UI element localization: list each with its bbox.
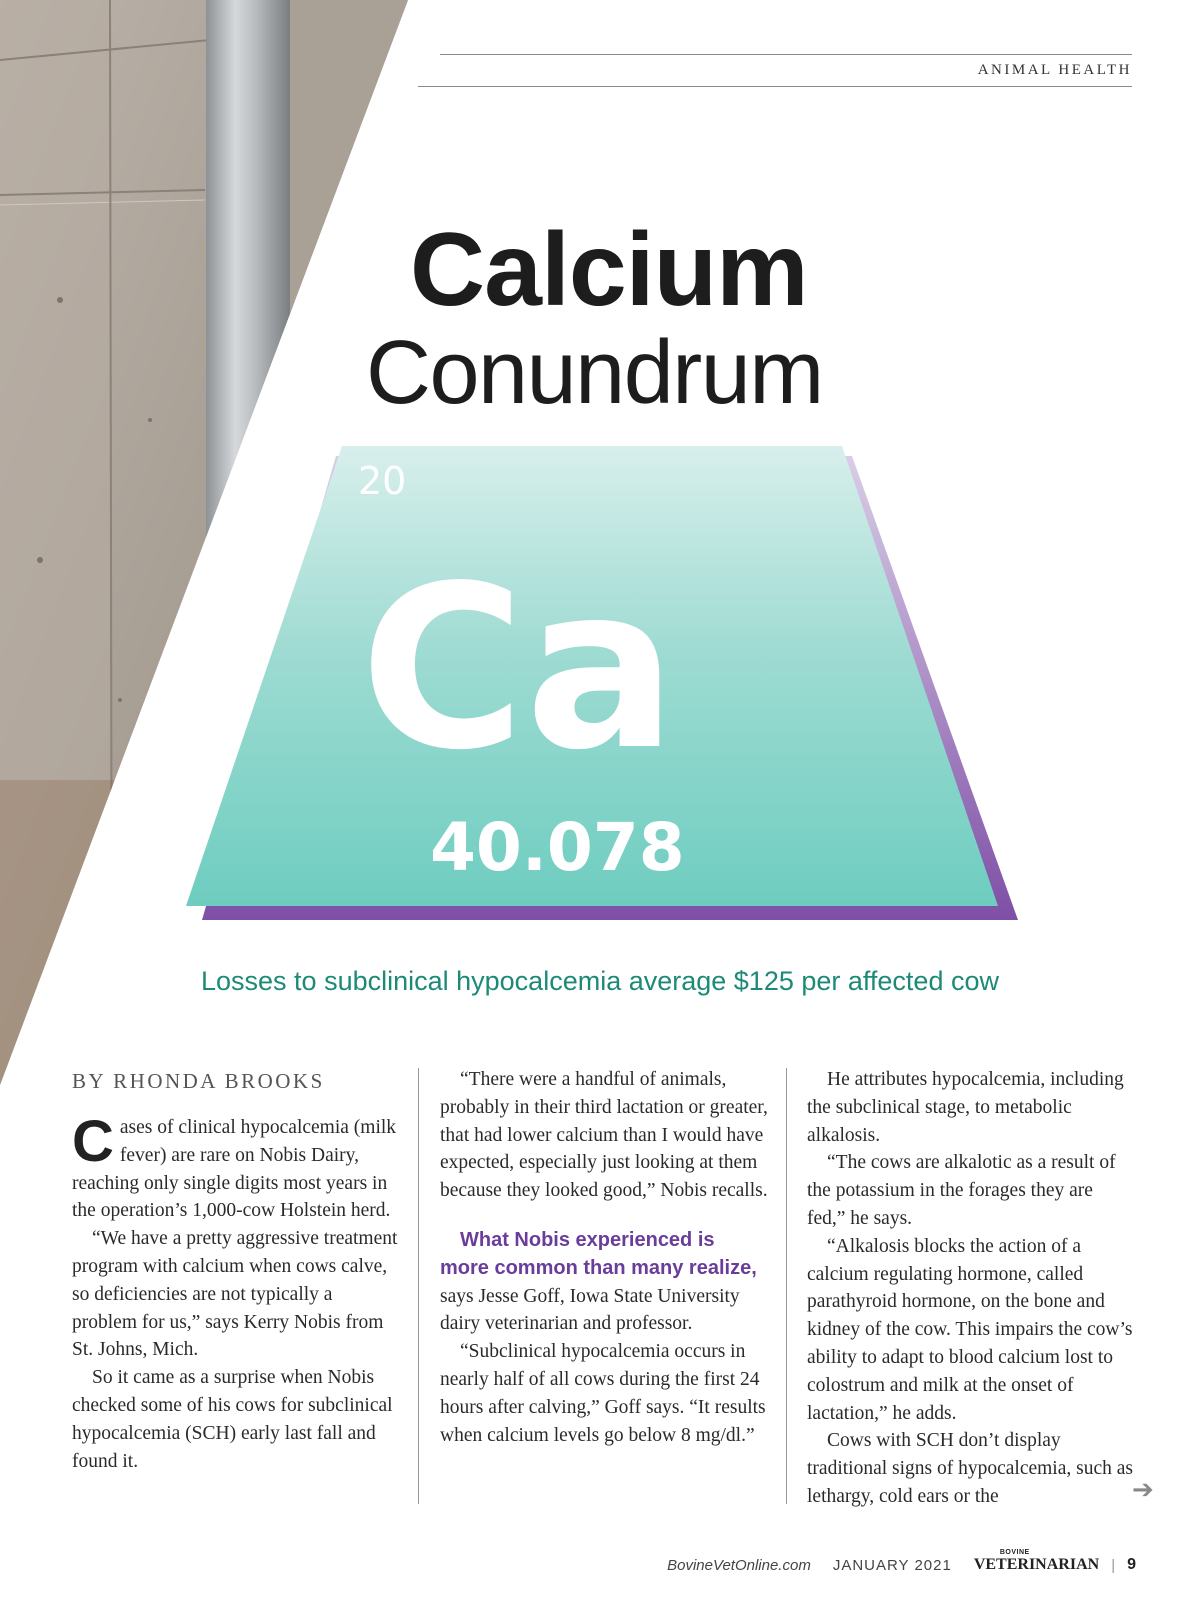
paragraph: So it came as a surprise when Nobis checked some of his cows for subclinical hypocalcemia (SCH) early last fall and found it. [72,1367,393,1472]
element-symbol: Ca [360,538,677,800]
page-footer [667,1549,1136,1574]
paragraph [72,1109,400,1225]
footer-separator: | [1111,1556,1116,1574]
article-column-3 [807,1066,1135,1511]
paragraph: “We have a pretty aggressive treatment program with calcium when cows calve, so deficiencies are not typically a problem for us,” says Kerry Nobis from St. Johns, Mich. [72,1228,398,1361]
arrow-right-icon[interactable]: ➔ [1132,1475,1154,1505]
atomic-number: 20 [358,459,407,503]
deck-subtitle: Losses to subclinical hypocalcemia average $125 per affected cow [201,966,999,996]
column-divider [786,1068,787,1504]
paragraph: Cows with SCH don’t display traditional signs of hypocalcemia, such as lethargy, cold ears or the [807,1430,1133,1507]
periodic-element-tile [186,446,1046,926]
paragraph-text: says Jesse Goff, Iowa State University dairy veterinarian and professor. [440,1285,740,1335]
logo-text: VETERINARIAN [973,1556,1100,1573]
paragraph: He attributes hypocalcemia, including the subclinical stage, to metabolic alkalosis. [807,1069,1124,1146]
paragraph: “Alkalosis blocks the action of a calcium regulating hormone, called parathyroid hormone, on the bone and kidney of the cow. This impairs the cow’s ability to adapt to blood calcium lost to colostrum and milk at the onset of lactation,” he adds. [807,1235,1133,1424]
footer-website[interactable]: BovineVetOnline.com [667,1556,811,1574]
page-number: 9 [1127,1556,1136,1573]
logo-small-text: BOVINE [999,1549,1030,1556]
paragraph: “The cows are alkalotic as a result of the potassium in the forages they are fed,” he says. [807,1152,1116,1229]
paragraph [440,1227,768,1338]
section-label: ANIMAL HEALTH [977,62,1132,78]
article-column-1 [72,1066,400,1475]
headline-line-2: Conundrum [366,323,823,423]
column-divider [418,1068,419,1504]
article-column-2 [440,1066,768,1449]
drop-cap: C [72,1109,114,1174]
paragraph-text: ases of clinical hypocalcemia (milk fever) are rare on Nobis Dairy, reaching only single digits most years in the operation’s 1,000-cow Holstein herd. [72,1117,397,1222]
byline: BY RHONDA BROOKS [72,1069,325,1093]
paragraph: “There were a handful of animals, probably in their third lactation or greater, that had lower calcium than I would have expected, especially just looking at them because they looked good,” Nobis recalls. [440,1069,768,1202]
paragraph: “Subclinical hypocalcemia occurs in nearly half of all cows during the first 24 hours after calving,” Goff says. “It results when calcium levels go below 8 mg/dl.” [440,1341,766,1446]
footer-date: JANUARY 2021 [832,1556,952,1574]
headline-line-1: Calcium [410,212,808,328]
header-rule-bottom [418,86,1132,87]
header-rule-top [440,54,1132,55]
pull-quote-lead: What Nobis experienced is more common than many realize, [440,1228,757,1279]
magazine-logo [973,1549,1100,1574]
atomic-mass: 40.078 [430,809,685,886]
